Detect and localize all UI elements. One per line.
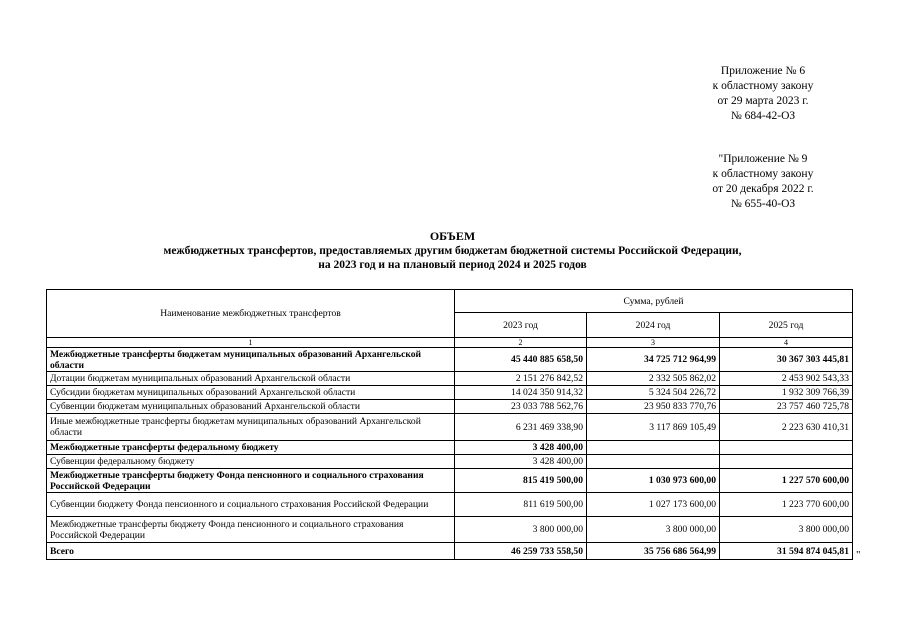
column-index: 1 — [47, 338, 455, 348]
row-value-2025: 1 223 770 600,00 — [720, 493, 853, 517]
table-row — [47, 414, 853, 441]
title-line-main: ОБЪЕМ — [429, 229, 476, 243]
row-value-2025: 3 800 000,00 — [720, 517, 853, 543]
table-row — [47, 348, 853, 372]
row-value-2025: 31 594 874 045,81 — [720, 543, 853, 560]
appendix-line: к областному закону — [712, 168, 814, 180]
column-index: 3 — [587, 338, 720, 348]
row-value-2023: 3 428 400,00 — [455, 455, 587, 469]
row-name: Межбюджетные трансферты федеральному бюджету — [47, 441, 455, 455]
row-value-2025: 1 227 570 600,00 — [720, 469, 853, 493]
row-value-2023: 23 033 788 562,76 — [455, 400, 587, 414]
row-value-2024: 1 027 173 600,00 — [587, 493, 720, 517]
header-name: Наименование межбюджетных трансфертов — [47, 290, 455, 338]
row-value-2024: 3 800 000,00 — [587, 517, 720, 543]
row-name: Межбюджетные трансферты бюджетам муниципальных образований Архангельской области — [47, 348, 455, 372]
appendix-line: Приложение № 6 — [720, 65, 806, 77]
row-value-2024: 1 030 973 600,00 — [587, 469, 720, 493]
title-line-subject: межбюджетных трансфертов, предоставляемых другим бюджетам бюджетной системы Российской Федерации, — [163, 245, 742, 257]
row-name: Всего — [47, 543, 455, 560]
header-year-2024: 2024 год — [587, 313, 720, 338]
row-value-2025: 2 223 630 410,31 — [720, 414, 853, 441]
header-year-2025: 2025 год — [720, 313, 853, 338]
table-row — [47, 517, 853, 543]
row-name: Межбюджетные трансферты бюджету Фонда пенсионного и социального страхования Российской Федерации — [47, 469, 455, 493]
row-value-2025: 2 453 902 543,33 — [720, 372, 853, 386]
row-value-2024 — [587, 441, 720, 455]
row-value-2023: 14 024 350 914,32 — [455, 386, 587, 400]
row-name: Субвенции бюджету Фонда пенсионного и социального страхования Российской Федерации — [47, 493, 455, 517]
row-value-2025 — [720, 441, 853, 455]
document-title — [0, 229, 905, 272]
row-value-2025: 1 932 309 766,39 — [720, 386, 853, 400]
row-name: Субвенции бюджетам муниципальных образований Архангельской области — [47, 400, 455, 414]
row-name: Субвенции федеральному бюджету — [47, 455, 455, 469]
row-value-2024: 35 756 686 564,99 — [587, 543, 720, 560]
row-value-2023: 3 800 000,00 — [455, 517, 587, 543]
transfers-table — [46, 289, 853, 560]
row-value-2024 — [587, 455, 720, 469]
header-sum: Сумма, рублей — [455, 290, 853, 313]
table-row-total — [47, 543, 853, 560]
row-value-2025: 30 367 303 445,81 — [720, 348, 853, 372]
row-value-2024: 5 324 504 226,72 — [587, 386, 720, 400]
row-value-2025 — [720, 455, 853, 469]
header-year-2023: 2023 год — [455, 313, 587, 338]
table-row — [47, 455, 853, 469]
column-index: 4 — [720, 338, 853, 348]
row-value-2024: 23 950 833 770,76 — [587, 400, 720, 414]
row-value-2024: 34 725 712 964,99 — [587, 348, 720, 372]
appendix-line: № 655-40-ОЗ — [730, 198, 796, 210]
table-header-row — [47, 290, 853, 313]
row-value-2023: 811 619 500,00 — [455, 493, 587, 517]
row-name: Дотации бюджетам муниципальных образований Архангельской области — [47, 372, 455, 386]
closing-quote-mark: " — [856, 549, 861, 561]
row-name: Межбюджетные трансферты бюджету Фонда пенсионного и социального страхования Российской Федерации — [47, 517, 455, 543]
table-row — [47, 469, 853, 493]
row-name: Иные межбюджетные трансферты бюджетам муниципальных образований Архангельской области — [47, 414, 455, 441]
column-index-row — [47, 338, 853, 348]
row-value-2025: 23 757 460 725,78 — [720, 400, 853, 414]
appendix-line: от 29 марта 2023 г. — [717, 95, 809, 107]
table-row — [47, 372, 853, 386]
table-row — [47, 386, 853, 400]
row-value-2023: 2 151 276 842,52 — [455, 372, 587, 386]
appendix-note-previous — [683, 152, 843, 212]
table-row — [47, 400, 853, 414]
appendix-note-current — [693, 64, 833, 124]
appendix-line: от 20 декабря 2022 г. — [712, 183, 814, 195]
row-value-2024: 2 332 505 862,02 — [587, 372, 720, 386]
appendix-line: "Приложение № 9 — [718, 153, 808, 165]
appendix-line: к областному закону — [712, 80, 814, 92]
row-value-2024: 3 117 869 105,49 — [587, 414, 720, 441]
appendix-line: № 684-42-ОЗ — [730, 110, 796, 122]
table-row — [47, 493, 853, 517]
title-line-period: на 2023 год и на плановый период 2024 и 2025 годов — [318, 259, 587, 271]
row-value-2023: 45 440 885 658,50 — [455, 348, 587, 372]
row-value-2023: 815 419 500,00 — [455, 469, 587, 493]
row-value-2023: 46 259 733 558,50 — [455, 543, 587, 560]
row-value-2023: 6 231 469 338,90 — [455, 414, 587, 441]
row-name: Субсидии бюджетам муниципальных образований Архангельской области — [47, 386, 455, 400]
row-value-2023: 3 428 400,00 — [455, 441, 587, 455]
table-row — [47, 441, 853, 455]
column-index: 2 — [455, 338, 587, 348]
